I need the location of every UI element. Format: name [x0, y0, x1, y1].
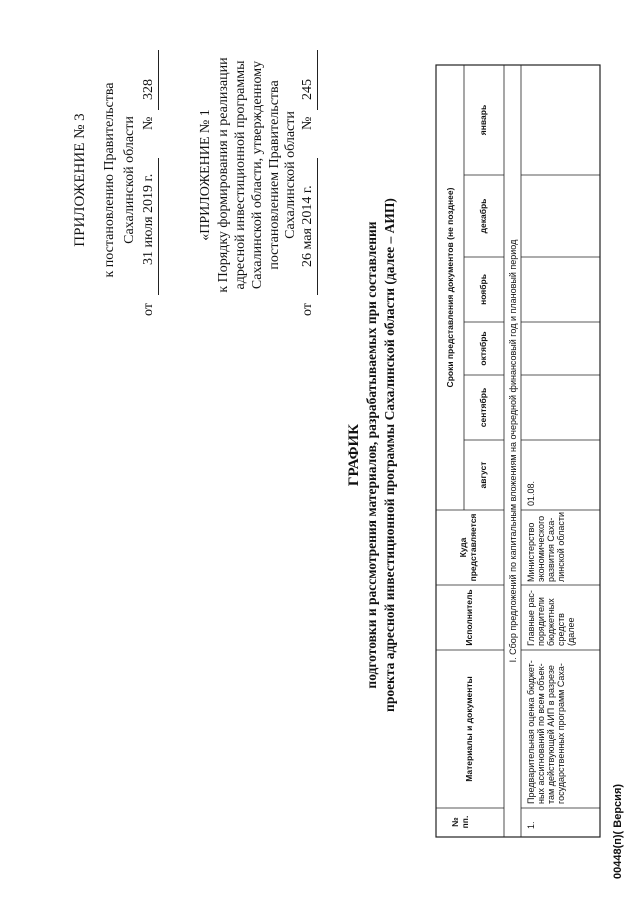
schedule-subtitle-line1: подготовки и рассмотрения материалов, разрабатываемых при составлении	[364, 221, 379, 689]
appendix3-title: ПРИЛОЖЕНИЕ № 3	[72, 113, 88, 247]
appendix1-line4: постановлением Правительства	[267, 80, 282, 270]
appendix1-line5: Сахалинской области	[283, 111, 298, 239]
appendix1-date: 26 мая 2014 г.	[300, 185, 315, 267]
month-august: август	[478, 461, 488, 489]
month-november: ноябрь	[478, 274, 488, 305]
header-terms: Сроки представления документов (не позднее)	[445, 187, 455, 388]
month-september: сентябрь	[478, 387, 488, 428]
header-where: Куда представляется	[458, 513, 478, 582]
appendix3-from: от	[141, 303, 156, 316]
schedule-title: ГРАФИК	[346, 423, 362, 487]
appendix3-num-sign: №	[141, 116, 156, 130]
month-december: декабрь	[478, 198, 488, 234]
header-executor: Исполнитель	[464, 589, 474, 646]
appendix3-line2: Сахалинской области	[122, 116, 137, 244]
row1-executor: Главные рас- порядители бюджетных средств (далее	[526, 590, 576, 646]
schedule-subtitle-line2: проекта адресной инвестиционной программы Сахалинской области (далее – АИП)	[382, 198, 397, 712]
row1-where: Министерство экономического развития Саха- линской области	[526, 512, 566, 582]
appendix3-line1: к постановлению Правительства	[102, 82, 117, 278]
row1-materials: Предварительная оценка бюджет- ных ассигнований по всем объек- там действующей АИП в разрезе государственных программ Саха-	[526, 660, 566, 804]
header-number: № пп.	[450, 815, 470, 829]
row1-august: 01.08.	[526, 480, 536, 506]
appendix1-num-sign: №	[300, 116, 315, 130]
header-materials: Материалы и документы	[464, 676, 474, 782]
row1-number: 1.	[526, 821, 536, 829]
month-october: октябрь	[478, 331, 488, 366]
appendix1-num: 245	[300, 79, 315, 100]
appendix1-from: от	[300, 303, 315, 316]
appendix1-line2: адресной инвестиционной программы	[233, 60, 248, 290]
appendix3-num: 328	[141, 79, 156, 100]
appendix1-line3: Сахалинской области, утвержденному	[250, 60, 265, 290]
month-january: январь	[478, 104, 488, 136]
section-title: I. Сбор предложений по капитальным вложениям на очередной финансовый год и плановый период	[508, 239, 518, 663]
appendix3-date: 31 июля 2019 г.	[141, 173, 156, 265]
document-footer: 00448(п)( Версия)	[612, 783, 624, 879]
appendix1-title: «ПРИЛОЖЕНИЕ № 1	[198, 109, 213, 241]
appendix1-line1: к Порядку формирования и реализации	[216, 57, 231, 293]
